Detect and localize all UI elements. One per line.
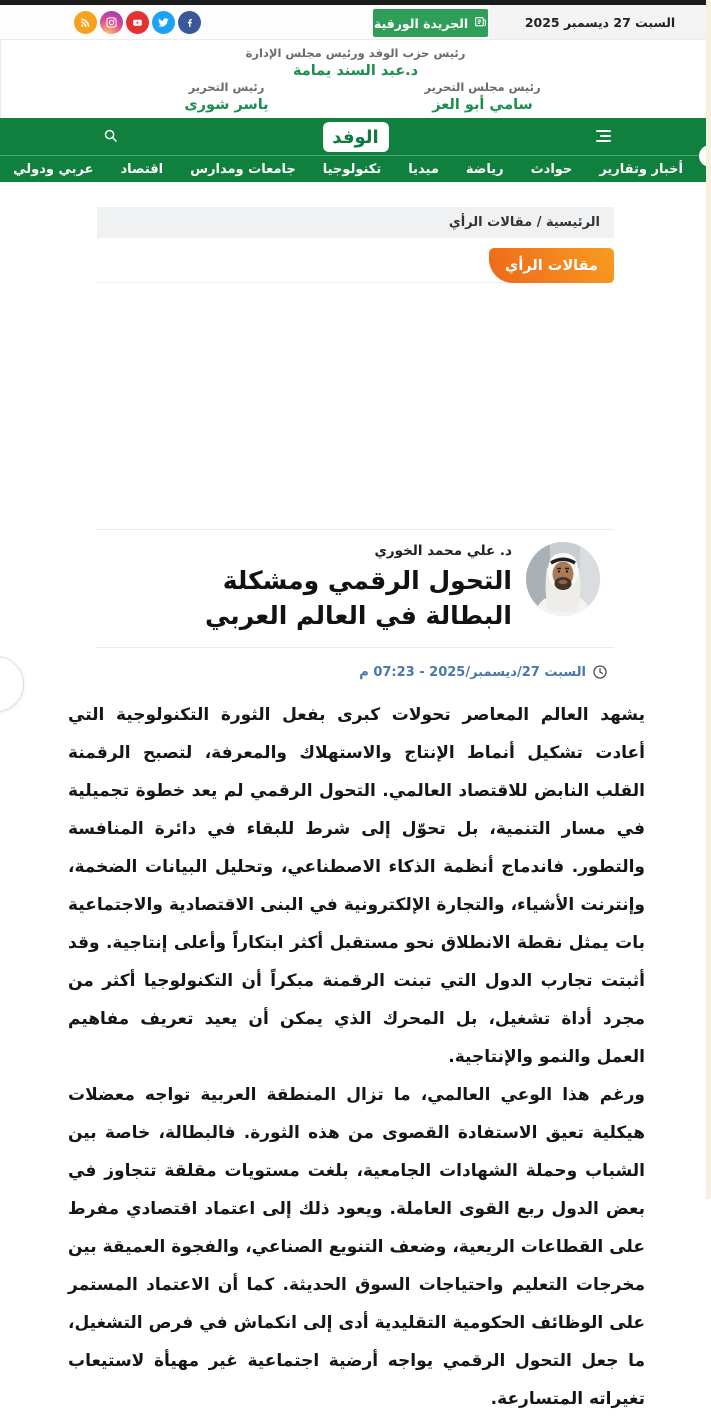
article-paragraph: ورغم هذا الوعي العالمي، ما تزال المنطقة العربية تواجه معضلات هيكلية تعيق الاستفادة القصوى من هذه الثورة. فالبطالة، خاصة بين الشباب وحملة الشهادات الجامعية، بلغت مستويات مقلقة تتجاوز في بعض الدول ربع القوى العاملة. ويعود ذلك إلى اعتماد اقتصادي مفرط على القطاعات الريعية، وضعف التنويع الصناعي، والفجوة العميقة بين مخرجات التعليم واحتياجات السوق الحديثة. كما أن الاعتماد المستمر على الوظائف الحكومية التقليدية أدى إلى انكماش في فرص التشغيل، ما جعل التحول الرقمي يواجه أرضية اجتماعية غير مهيأة لاستيعاب تغيراته المتسارعة. <box>68 1085 645 1409</box>
nav-item-arab-world[interactable]: عربي ودولي <box>13 161 94 177</box>
managing-editor-name[interactable]: سامي أبو العز <box>432 97 533 113</box>
author-avatar <box>526 542 600 616</box>
rss-icon[interactable] <box>74 11 97 34</box>
author-name[interactable]: د. علي محمد الخوري <box>374 543 512 559</box>
chairman-block <box>1 45 710 81</box>
nav-top-row <box>0 118 711 155</box>
search-icon[interactable] <box>103 128 118 146</box>
top-utility-bar <box>0 5 711 40</box>
publish-date: السبت 27/ديسمبر/2025 - 07:23 م <box>359 664 586 680</box>
masthead <box>0 40 711 118</box>
print-edition-label: الجريدة الورقية <box>373 15 469 31</box>
breadcrumb[interactable]: الرئيسية / مقالات الرأي <box>97 207 614 238</box>
menu-icon[interactable] <box>596 130 611 142</box>
scrollbar-track[interactable] <box>706 0 711 1199</box>
nav-item-news[interactable]: أخبار وتقارير <box>599 161 683 177</box>
nav-item-sports[interactable]: رياضة <box>465 161 504 177</box>
article-page <box>0 207 711 1418</box>
editor-in-chief-role: رئيس التحرير <box>188 80 265 94</box>
article-paragraph: يشهد العالم المعاصر تحولات كبرى بفعل الثورة التكنولوجية التي أعادت تشكيل أنماط الإنتاج والاستهلاك والمعرفة، لتصبح الرقمنة القلب النابض للاقتصاد العالمي. التحول الرقمي لم يعد خطوة تجميلية في مسار التنمية، بل تحوّل إلى شرط للبقاء في دائرة المنافسة والتطور. فاندماج أنظمة الذكاء الاصطناعي، وتحليل البيانات الضخمة، وإنترنت الأشياء، والتجارة الإلكترونية في البنى الاقتصادية والاجتماعية بات يمثل نقطة الانطلاق نحو مستقبل أكثر ابتكاراً وأعلى إنتاجية. وقد أثبتت تجارب الدول التي تبنت الرقمنة مبكراً أن التكنولوجيا أكثر من مجرد أداة تشغيل، بل المحرك الذي يمكن أن يعيد تعريف مفاهيم العمل والنمو والإنتاجية. <box>68 705 645 1067</box>
twitter-icon[interactable] <box>152 11 175 34</box>
nav-item-economy[interactable]: اقتصاد <box>120 161 164 177</box>
instagram-icon[interactable] <box>100 11 123 34</box>
managing-editor-role: رئيس مجلس التحرير <box>424 80 541 94</box>
article-body <box>68 696 645 1418</box>
managing-editor-block <box>405 79 560 115</box>
clock-icon <box>592 664 608 680</box>
category-badge[interactable]: مقالات الرأي <box>489 248 614 283</box>
main-navigation <box>0 118 711 182</box>
article-headline-block <box>152 542 512 633</box>
editor-in-chief-block <box>149 79 304 115</box>
social-links <box>74 11 201 34</box>
publish-date-row <box>97 648 614 692</box>
nav-item-technology[interactable]: تكنولوجيا <box>322 161 382 177</box>
facebook-icon[interactable] <box>178 11 201 34</box>
chairman-role: رئيس حزب الوفد ورئيس مجلس الإدارة <box>245 46 466 60</box>
editor-in-chief-name[interactable]: ياسر شورى <box>184 97 269 113</box>
nav-item-accidents[interactable]: حوادث <box>530 161 573 177</box>
article-image-placeholder <box>0 283 711 529</box>
nav-item-universities[interactable]: جامعات ومدارس <box>190 161 296 177</box>
youtube-icon[interactable] <box>126 11 149 34</box>
category-header <box>97 248 614 283</box>
article-title: التحول الرقمي ومشكلة البطالة في العالم العربي <box>205 566 512 630</box>
nav-menu-row <box>0 155 711 182</box>
chairman-name[interactable]: د.عبد السند يمامة <box>292 63 419 79</box>
site-logo[interactable]: الوفد <box>323 122 389 152</box>
nav-item-media[interactable]: ميديا <box>408 161 439 177</box>
print-edition-button[interactable] <box>373 9 488 37</box>
article-header <box>97 529 614 648</box>
current-date: السبت 27 ديسمبر 2025 <box>489 5 711 39</box>
newspaper-icon <box>474 15 487 31</box>
